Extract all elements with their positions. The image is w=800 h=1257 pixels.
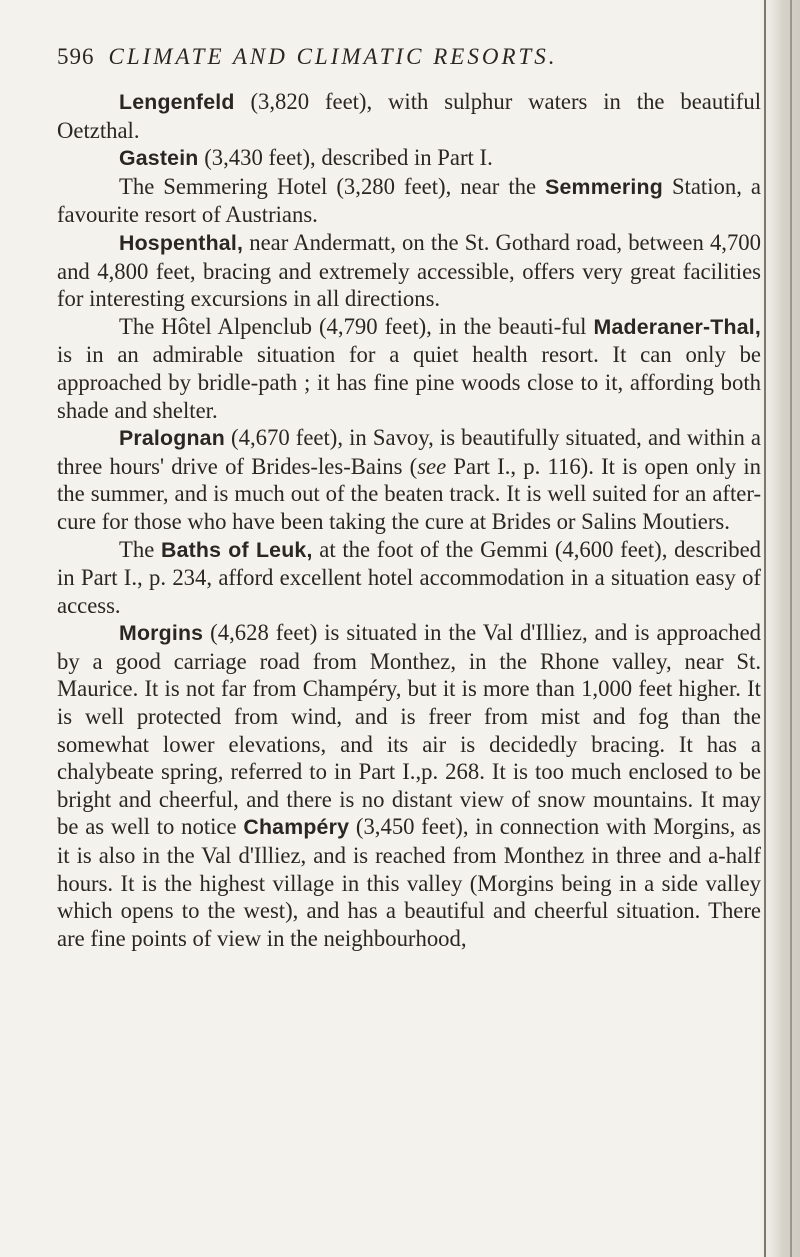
resort-name: Baths of Leuk,	[160, 537, 313, 562]
resort-name: Morgins	[119, 621, 204, 646]
paragraph-text: (4,670 feet), in Savoy, is beautifully situated, and within a three hours' drive of Brides-les-Bains (	[57, 425, 761, 479]
paragraph-text: Station, a favourite resort of Austrians.	[57, 173, 762, 228]
resort-name: Maderaner-Thal,	[593, 314, 761, 339]
resort-name: Hospenthal,	[119, 230, 244, 255]
paragraph-morgins	[57, 619, 761, 952]
resort-name: Gastein	[119, 146, 199, 171]
paragraph-text: Part I., p. 116). It is open only in the summer, and is much out of the beaten track. It is well suited for an after-cure for those who have been taking the cure at Brides or Salins Moutiers.	[57, 453, 762, 534]
paragraph-lengenfeld	[57, 88, 761, 144]
running-title: CLIMATE AND CLIMATIC RESORTS.	[108, 44, 558, 69]
paragraph-text: (3,820 feet), with sulphur waters in the beautiful Oetzthal.	[57, 89, 761, 143]
resort-name: Semmering	[545, 174, 663, 199]
paragraph-text: (3,450 feet), in connection with Morgins, as it is also in the Val d'Illiez, and is reached from Monthez in three and a-half hours. It is the highest village in this valley (Morgins being in a side valley which opens to the west), and has a beautiful and cheerful situation. There are fine points of view in the neighbourhood,	[57, 814, 761, 951]
paragraph-hospenthal	[57, 229, 761, 313]
running-header	[57, 44, 761, 88]
page-edge-shadow	[758, 0, 800, 1257]
page-edge-line	[790, 0, 792, 1257]
resort-name: Lengenfeld	[119, 90, 235, 114]
page-content	[57, 44, 761, 952]
paragraph-text: (4,628 feet) is situated in the Val d'Illiez, and is approached by a good carriage road from Monthez, in the Rhone valley, near St. Maurice. It is not far from Champéry, but it is more than 1,000 feet higher. It is well protected from wind, and is freer from mist and fog than the somewhat lower elevations, and its air is decidedly bracing. It has a chalybeate spring, referred to in Part I.,p. 268. It is too much enclosed to be bright and cheerful, and there is no distant view of snow mountains. It may be as well to notice	[57, 620, 761, 840]
paragraph-text: The Hôtel Alpenclub (4,790 feet), in the beauti-ful	[119, 313, 594, 339]
body-text	[57, 88, 761, 952]
paragraph-gastein	[57, 144, 761, 173]
paragraph-text: The Semmering Hotel (3,280 feet), near the	[119, 173, 546, 199]
paragraph-baths-of-leuk	[57, 536, 761, 620]
paragraph-text: at the foot of the Gemmi (4,600 feet), described in Part I., p. 234, afford excellent hotel accommodation in a situation easy of access.	[57, 536, 762, 618]
paragraph-text: (3,430 feet), described in Part I.	[198, 145, 493, 171]
italic-see: see	[417, 453, 447, 479]
page-number: 596	[57, 44, 95, 69]
paragraph-text: The	[119, 536, 161, 562]
paragraph-maderaner-thal	[57, 313, 761, 424]
resort-name-champery: Champéry	[243, 815, 350, 840]
paragraph-text: near Andermatt, on the St. Gothard road, between 4,700 and 4,800 feet, bracing and extremely accessible, offers very great facilities for interesting excursions in all directions.	[57, 229, 761, 312]
paragraph-text: is in an admirable situation for a quiet health resort. It can only be approached by bridle-path ; it has fine pine woods close to it, affording both shade and shelter.	[57, 342, 761, 423]
resort-name: Pralognan	[119, 426, 225, 451]
paragraph-pralognan	[57, 424, 761, 535]
paragraph-semmering	[57, 173, 761, 229]
page-edge-line	[764, 0, 766, 1257]
